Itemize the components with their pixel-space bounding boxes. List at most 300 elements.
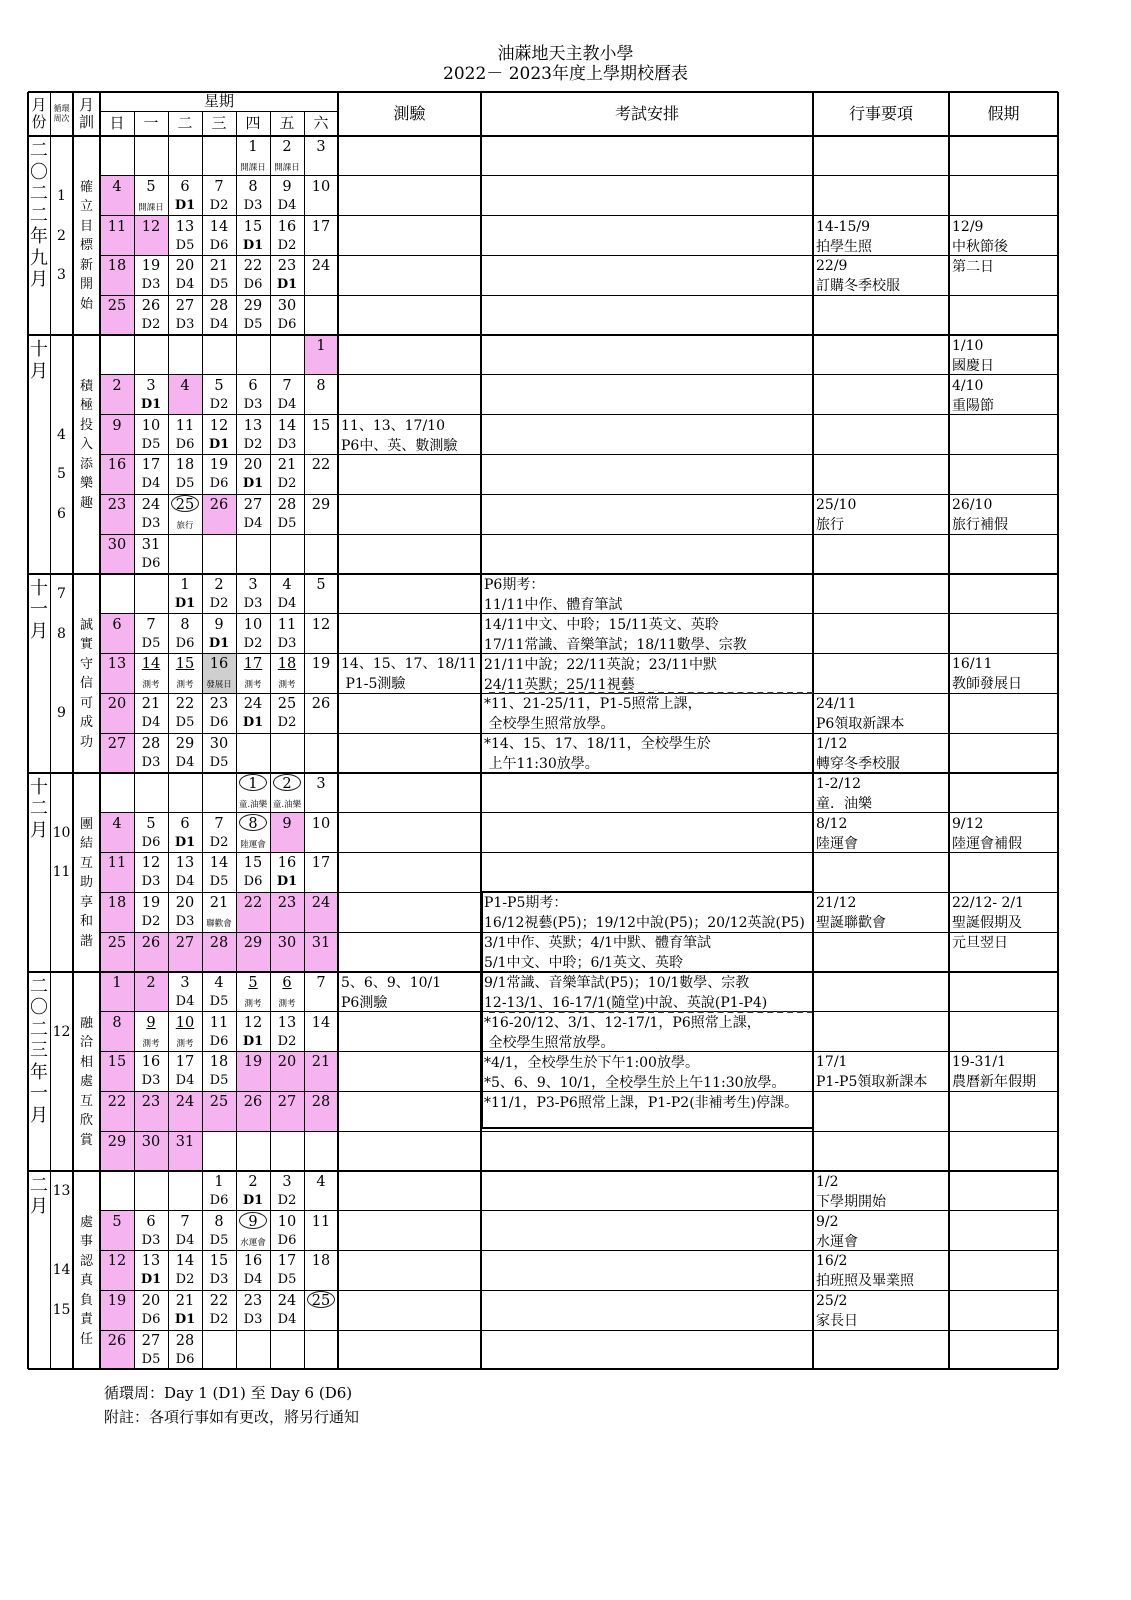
day-cell (134, 534, 168, 574)
day-cell (236, 614, 270, 654)
event-entry: 家長日 (816, 1313, 858, 1330)
day-number: 1 (112, 974, 122, 991)
day-number: 28 (209, 298, 229, 315)
holiday-entry: 19-31/1 (952, 1054, 1006, 1071)
day-label: D5 (277, 1272, 297, 1288)
day-label: D1 (276, 277, 298, 293)
day-cell (236, 255, 270, 295)
grid-line-h (481, 494, 813, 495)
day-label: D3 (141, 1232, 161, 1248)
day-label: D3 (277, 436, 297, 452)
day-cell (134, 375, 168, 415)
day-number: 25 (311, 1293, 331, 1310)
day-cell (134, 1290, 168, 1330)
grid-line-h (481, 852, 813, 853)
event-entry: 9/2 (816, 1213, 839, 1230)
day-number: 13 (141, 1253, 161, 1270)
day-number: 13 (175, 855, 195, 872)
day-label: D1 (174, 197, 196, 213)
grid-line-h (100, 932, 481, 933)
grid-line-v (480, 92, 482, 1369)
header-weekday: 日 (109, 114, 125, 132)
day-cell (236, 773, 270, 813)
day-cell (168, 176, 202, 216)
day-number: 7 (146, 616, 156, 633)
grid-line-h (481, 374, 813, 375)
day-number: 12 (209, 417, 229, 434)
day-number: 17 (243, 656, 263, 673)
day-label: D2 (175, 1272, 195, 1288)
day-label: D6 (141, 834, 161, 850)
day-number: 6 (180, 178, 190, 195)
day-label: D3 (243, 1312, 263, 1328)
day-number: 18 (175, 457, 195, 474)
month-name: 二月 (30, 1174, 48, 1218)
day-cell (304, 454, 338, 494)
cycle-week-number: 12 (52, 1023, 71, 1040)
day-cell (304, 1211, 338, 1251)
month-name: 十二月 (30, 776, 48, 841)
day-cell (100, 1012, 134, 1052)
day-cell (168, 693, 202, 733)
grid-line-h (100, 175, 481, 176)
cycle-week-number: 9 (57, 705, 66, 722)
holiday-entry: 農曆新年假期 (952, 1074, 1036, 1091)
day-cell (304, 852, 338, 892)
day-label: D4 (277, 595, 297, 611)
holiday-entry: 陸運會補假 (952, 835, 1022, 852)
day-label: D5 (209, 993, 229, 1009)
day-number: 17 (311, 218, 331, 235)
day-label: D2 (277, 476, 297, 492)
day-cell (134, 892, 168, 932)
day-number: 20 (141, 1293, 161, 1310)
day-number: 17 (175, 1054, 195, 1071)
exam-entry: *11、21-25/11，P1-5照常上課， (484, 696, 702, 713)
day-cell (270, 454, 304, 494)
day-cell (304, 176, 338, 216)
day-number: 23 (141, 1094, 161, 1111)
event-entry: 1-2/12 (816, 775, 862, 792)
grid-line-h (481, 414, 813, 415)
day-label: D5 (175, 715, 195, 731)
month-motto: 積極投入添樂趣 (79, 378, 93, 511)
day-label: D4 (175, 755, 195, 770)
day-cell (270, 574, 304, 614)
event-entry: 聖誕聯歡會 (816, 915, 886, 932)
day-label: 聯歡會 (206, 919, 232, 930)
day-number: 9 (112, 417, 122, 434)
day-cell (100, 534, 134, 574)
day-cell (202, 255, 236, 295)
day-cell (168, 733, 202, 773)
day-cell (100, 295, 134, 335)
day-number: 13 (277, 1014, 297, 1031)
day-number: 4 (214, 974, 224, 991)
event-entry: 轉穿冬季校服 (816, 756, 900, 772)
day-cell (236, 574, 270, 614)
day-cell (202, 932, 236, 972)
day-cell (100, 1051, 134, 1091)
day-cell (270, 852, 304, 892)
day-cell (236, 813, 270, 853)
grid-line-h (481, 1250, 813, 1251)
day-label: D5 (209, 1073, 229, 1089)
holiday-entry: 16/11 (952, 656, 993, 673)
day-cell (168, 852, 202, 892)
test-entry: 11、13、17/10 (341, 417, 445, 434)
day-number: 14 (141, 656, 161, 673)
day-cell (202, 1012, 236, 1052)
grid-line-h (481, 215, 813, 216)
exam-entry: 9/1常識、音樂筆試(P5)；10/1數學、宗教 (484, 975, 750, 992)
day-label: D6 (209, 237, 229, 253)
day-label: D4 (141, 476, 161, 492)
day-number: 23 (209, 696, 229, 713)
day-cell (202, 295, 236, 335)
day-number: 31 (175, 1134, 195, 1150)
day-cell (100, 1211, 134, 1251)
day-cell (134, 454, 168, 494)
day-cell (100, 1091, 134, 1131)
grid-line-h (813, 1131, 1058, 1132)
day-cell (236, 176, 270, 216)
day-cell (236, 852, 270, 892)
day-number: 15 (107, 1054, 127, 1071)
day-number: 8 (214, 1213, 224, 1230)
day-label: D2 (209, 197, 229, 213)
header-holidays: 假期 (987, 104, 1020, 123)
day-number: 15 (243, 218, 263, 235)
day-number: 20 (175, 895, 195, 912)
day-number: 1 (248, 775, 258, 792)
footnote-notice: 附註：各項行事如有更改，將另行通知 (104, 1408, 360, 1426)
event-entry: 17/1 (816, 1054, 848, 1071)
day-cell (100, 892, 134, 932)
day-number: 28 (209, 935, 229, 951)
day-cell (304, 1250, 338, 1290)
day-cell (202, 494, 236, 534)
test-entry: P6測驗 (341, 994, 388, 1011)
day-cell (168, 1131, 202, 1171)
day-number: 2 (248, 1173, 258, 1190)
day-cell (202, 1051, 236, 1091)
day-label: D1 (276, 874, 298, 890)
day-number: 19 (141, 895, 161, 912)
day-cell (202, 653, 236, 693)
event-entry: P6領取新課本 (816, 716, 905, 733)
day-number: 8 (248, 178, 258, 195)
grid-line-h (28, 1170, 1058, 1173)
day-number: 9 (146, 1014, 156, 1031)
day-label: 測考 (278, 998, 296, 1009)
day-label: D6 (175, 436, 195, 452)
day-cell (168, 1330, 202, 1370)
day-cell (168, 415, 202, 455)
day-cell (134, 1330, 168, 1370)
day-cell (236, 1012, 270, 1052)
grid-line-h (481, 534, 813, 535)
cycle-week-number: 8 (57, 625, 66, 642)
day-number: 4 (316, 1173, 326, 1190)
day-cell (304, 813, 338, 853)
day-number: 10 (277, 1213, 297, 1230)
test-entry: P6中、英、數測驗 (341, 437, 458, 454)
event-entry: 1/2 (816, 1173, 839, 1190)
exam-entry: 14/11中文、中聆；15/11英文、英聆 (484, 616, 719, 633)
day-cell (202, 733, 236, 773)
day-number: 22 (243, 895, 263, 912)
grid-line-h (100, 255, 481, 256)
exam-entry: P6期考： (484, 576, 545, 593)
day-cell (168, 1051, 202, 1091)
day-cell (270, 1211, 304, 1251)
day-number: 12 (141, 855, 161, 872)
day-cell (236, 1250, 270, 1290)
exam-entry: *4/1，全校學生於下午1:00放學。 (484, 1055, 699, 1072)
day-label: D1 (208, 436, 230, 452)
day-cell (270, 255, 304, 295)
day-cell (134, 1012, 168, 1052)
day-number: 11 (175, 417, 195, 434)
day-cell (168, 454, 202, 494)
event-entry: 1/12 (816, 736, 848, 752)
header-weekday: 五 (279, 114, 295, 132)
day-label: D6 (277, 1232, 297, 1248)
day-label: D6 (243, 277, 263, 293)
month-motto: 誠實守信可成功 (79, 617, 93, 750)
day-cell (168, 1250, 202, 1290)
grid-line-h (100, 374, 481, 375)
day-label: D3 (209, 1272, 229, 1288)
day-cell (270, 1091, 304, 1131)
day-cell (270, 1250, 304, 1290)
header-exams: 考試安排 (614, 104, 679, 123)
day-label: D2 (209, 595, 229, 611)
grid-line-h (100, 613, 481, 614)
month-name: 二〇二三年一月 (30, 975, 48, 1126)
day-number: 23 (107, 497, 127, 514)
day-number: 28 (141, 736, 161, 752)
exam-entry: 12-13/1、16-17/1(隨堂)中說、英說(P1-P4) (484, 995, 768, 1012)
month-name: 十一月 (30, 577, 48, 642)
day-number: 1 (316, 338, 326, 354)
grid-line-v (202, 111, 203, 1369)
day-label: D4 (277, 197, 297, 213)
day-label: 陸運會 (240, 839, 266, 850)
day-label: D5 (209, 1232, 229, 1248)
grid-line-v (270, 111, 271, 1369)
day-number: 3 (180, 974, 190, 991)
day-number: 3 (146, 377, 156, 394)
day-cell (236, 892, 270, 932)
day-cell (100, 216, 134, 256)
day-number: 26 (311, 696, 331, 713)
day-number: 3 (248, 576, 258, 593)
holiday-entry: 中秋節後 (952, 238, 1008, 255)
event-entry: P1-P5領取新課本 (816, 1074, 928, 1091)
grid-line-v (304, 111, 305, 1369)
day-label: D5 (209, 755, 229, 770)
grid-line-h (813, 653, 1058, 654)
grid-line-h (481, 1131, 813, 1132)
grid-line-h (813, 1011, 1058, 1012)
day-cell (134, 1211, 168, 1251)
day-cell (134, 295, 168, 335)
day-number: 21 (311, 1054, 331, 1071)
header-month: 月份 (31, 96, 47, 131)
day-number: 30 (209, 736, 229, 752)
day-number: 10 (311, 815, 331, 832)
exam-entry: 全校學生照常放學。 (484, 1035, 615, 1052)
day-number: 15 (243, 855, 263, 872)
day-cell (100, 1131, 134, 1171)
month-name: 二〇二二年九月 (30, 140, 48, 290)
holiday-entry: 聖誕假期及 (952, 915, 1022, 932)
day-cell (168, 972, 202, 1012)
holiday-entry: 國慶日 (952, 358, 994, 374)
day-number: 28 (311, 1094, 331, 1111)
cycle-week-number: 13 (52, 1182, 71, 1199)
day-number: 12 (107, 1253, 127, 1270)
day-cell (270, 614, 304, 654)
grid-line-h (28, 1368, 1058, 1371)
day-number: 10 (175, 1014, 195, 1031)
grid-line-h (100, 1210, 481, 1211)
day-number: 13 (107, 656, 127, 673)
day-label: D2 (277, 237, 297, 253)
day-number: 16 (209, 656, 229, 673)
exam-divider-dashed (489, 692, 813, 694)
day-number: 4 (112, 178, 122, 195)
day-cell (236, 653, 270, 693)
day-cell (134, 932, 168, 972)
test-entry: 5、6、9、10/1 (341, 974, 442, 991)
day-number: 6 (180, 815, 190, 832)
exam-box-outline (481, 891, 814, 1129)
day-label: D6 (175, 1352, 195, 1367)
day-label: D4 (175, 993, 195, 1009)
day-cell (134, 852, 168, 892)
exam-entry: *11/1，P3-P6照常上課，P1-P2(非補考生)停課。 (484, 1095, 799, 1112)
day-number: 22 (107, 1094, 127, 1111)
day-cell (270, 415, 304, 455)
day-label: D4 (277, 1312, 297, 1328)
exam-entry: 17/11常識、音樂筆試；18/11數學、宗教 (484, 636, 747, 653)
day-cell (236, 415, 270, 455)
day-label: D1 (174, 834, 196, 850)
month-motto: 融洽相處互欣賞 (79, 1015, 93, 1148)
grid-line-h (481, 454, 813, 455)
day-cell (270, 932, 304, 972)
holiday-entry: 4/10 (952, 377, 984, 394)
grid-line-h (100, 693, 481, 694)
day-cell (100, 852, 134, 892)
day-cell (134, 494, 168, 534)
day-number: 15 (209, 1253, 229, 1270)
exam-entry: *16-20/12、3/1、12-17/1，P6照常上課， (484, 1015, 761, 1032)
day-cell (134, 255, 168, 295)
day-number: 25 (175, 497, 195, 514)
cycle-week-number: 6 (57, 506, 66, 523)
day-label: D6 (141, 556, 161, 571)
day-label: D2 (277, 715, 297, 731)
day-number: 2 (146, 974, 156, 991)
day-cell (270, 653, 304, 693)
exam-entry: 上午11:30放學。 (484, 756, 599, 773)
day-cell (134, 693, 168, 733)
day-number: 7 (214, 815, 224, 832)
day-label: D5 (243, 317, 263, 333)
day-number: 19 (141, 258, 161, 275)
day-number: 23 (243, 1293, 263, 1310)
grid-line-h (100, 892, 481, 893)
day-number: 15 (175, 656, 195, 673)
day-number: 13 (175, 218, 195, 235)
holiday-entry: 旅行補假 (952, 517, 1008, 534)
day-number: 26 (141, 298, 161, 315)
day-number: 22 (175, 696, 195, 713)
day-cell (304, 255, 338, 295)
day-label: D2 (209, 834, 229, 850)
school-name: 油蔴地天主教小學 (497, 44, 634, 64)
header-weekday: 三 (211, 114, 227, 132)
day-cell (168, 1211, 202, 1251)
event-entry: 25/2 (816, 1293, 848, 1310)
day-cell (202, 176, 236, 216)
day-number: 2 (282, 139, 292, 155)
month-motto: 處事認真負責任 (79, 1214, 93, 1347)
day-label: D5 (175, 476, 195, 492)
cycle-week-number: 3 (57, 267, 66, 284)
day-cell (168, 295, 202, 335)
day-number: 14 (209, 855, 229, 872)
grid-line-h (481, 295, 813, 296)
cycle-week-number: 2 (57, 227, 66, 244)
day-number: 7 (316, 974, 326, 991)
holiday-entry: 第二日 (952, 258, 994, 275)
day-label: D6 (141, 1312, 161, 1328)
day-cell (270, 892, 304, 932)
event-entry: 水運會 (816, 1233, 858, 1250)
day-cell (134, 813, 168, 853)
event-entry: 8/12 (816, 815, 848, 832)
day-label: D3 (277, 635, 297, 651)
event-entry: 16/2 (816, 1253, 848, 1270)
day-number: 4 (112, 815, 122, 832)
day-number: 9 (248, 1213, 258, 1230)
grid-line-v (1057, 92, 1060, 1369)
day-cell (168, 1290, 202, 1330)
day-cell (236, 932, 270, 972)
grid-line-h (100, 733, 481, 734)
day-cell (304, 773, 338, 813)
grid-line-v (99, 92, 101, 1369)
day-number: 20 (175, 258, 195, 275)
day-number: 19 (209, 457, 229, 474)
day-number: 19 (311, 656, 331, 673)
grid-line-h (100, 852, 481, 853)
grid-line-v (134, 111, 135, 1369)
day-number: 21 (175, 1293, 195, 1310)
grid-line-h (100, 1290, 481, 1291)
grid-line-h (100, 1011, 481, 1012)
day-label: D5 (141, 635, 161, 651)
day-label: D3 (141, 516, 161, 532)
day-cell (304, 494, 338, 534)
day-label: 測考 (176, 1038, 194, 1049)
day-number: 26 (107, 1333, 127, 1349)
